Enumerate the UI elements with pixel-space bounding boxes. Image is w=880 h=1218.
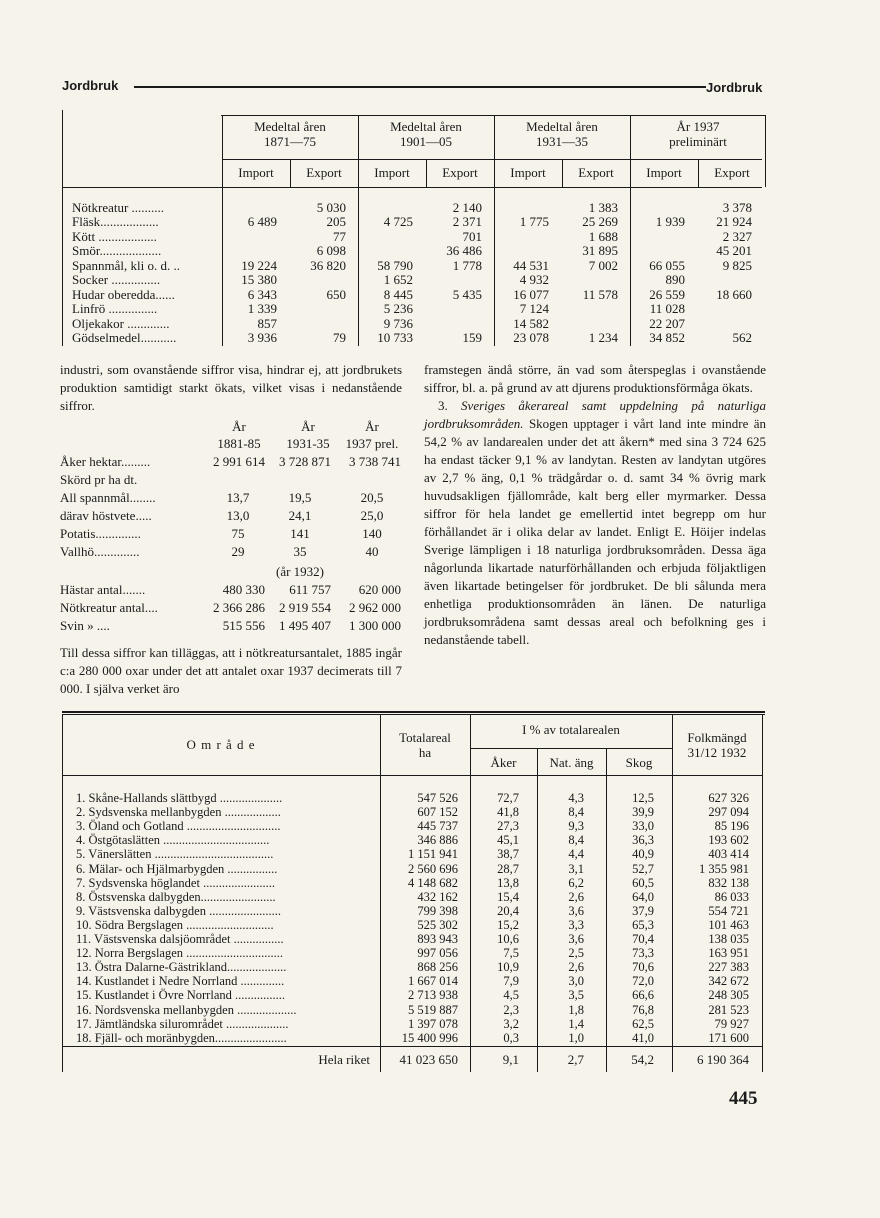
prod-cell: 24,1 [288,508,312,523]
area-cell: 997 056 [417,946,458,961]
prod-cell: 611 757 [289,582,331,597]
area-cell: 893 943 [417,932,458,946]
trade-cell: 205 [326,214,346,230]
area-cell: 2,3 [503,1002,519,1017]
area-cell: 45,1 [497,833,519,848]
prod-cell: 20,5 [360,490,384,505]
area-cell: 12,5 [632,791,654,805]
area-cell: 10,9 [497,960,519,975]
area-cell: 33,0 [632,819,654,834]
area-cell: 342 672 [708,974,749,989]
trade-cell: 36 486 [446,243,482,259]
trade-cell: 2 371 [452,214,482,230]
trade-sub-header: Export [306,165,342,180]
area-cell: 15 400 996 [401,1030,458,1045]
area-cell: 3,1 [568,861,584,876]
area-cell: 20,4 [497,903,519,918]
area-head-folk: Folkmängd 31/12 1932 [687,730,747,760]
area-cell: 607 152 [417,805,458,820]
area-cell: 3,2 [503,1016,519,1031]
area-row-name: 3. Öland och Gotland .............................. [76,819,281,834]
trade-cell: 18 660 [716,286,752,302]
area-cell: 73,3 [632,946,654,961]
trade-cell: 7 002 [588,257,618,273]
area-cell: 554 721 [708,903,749,918]
area-top-rule [62,711,765,713]
prod-row-label: Åker hektar......... [60,454,151,469]
area-left-rule [62,714,63,1072]
area-cell: 76,8 [632,1002,654,1017]
area-cell: 297 094 [708,805,749,820]
trade-cell: 7 124 [519,301,549,317]
area-row-name: 10. Södra Bergslagen ............................ [76,917,274,932]
trade-cell: 5 030 [316,200,346,215]
area-cell: 85 196 [714,819,749,834]
prod-header-ar: År [232,419,246,434]
trade-cell: 11 028 [649,301,685,317]
area-row-name: 17. Jämtländska silurområdet .................... [76,1016,289,1031]
table-hline [471,748,672,749]
area-total-name: Hela riket [318,1052,370,1067]
area-cell: 0,3 [503,1030,519,1045]
area-row-name: 11. Västsvenska dalsjöområdet ................ [76,932,284,946]
prod-cell: 75 [231,526,245,541]
trade-cell: 21 924 [716,214,752,230]
area-cell: 9,3 [568,819,584,834]
area-row-name: 15. Kustlandet i Övre Norrland ................ [76,988,285,1003]
area-cell: 72,0 [632,974,654,989]
trade-cell: 9 825 [722,257,752,273]
prod-row-label: Nötkreatur antal.... [60,600,158,615]
prod-row-label: Skörd pr ha dt. [60,472,138,487]
area-cell: 41,0 [632,1030,654,1045]
right-p2-title: Sveriges åkerareal samt uppdelning på naturliga jordbruksområden. [424,398,767,431]
trade-row-label: Kött .................. [72,229,157,244]
trade-cell: 5 236 [383,301,413,317]
trade-cell: 1 939 [655,214,685,230]
trade-period-header: Medeltal åren 1931—35 [526,119,598,149]
area-cell: 403 414 [708,847,749,862]
trade-cell: 4 725 [383,214,413,230]
trade-row-label: Smör................... [72,244,162,259]
area-cell: 52,7 [632,861,654,876]
trade-period-header: År 1937 preliminärt [669,119,727,149]
trade-sub-header: Export [714,165,750,180]
trade-cell: 66 055 [649,257,685,273]
page-number: 445 [729,1088,758,1109]
prod-cell: 515 556 [222,618,265,633]
area-cell: 346 886 [417,833,458,848]
trade-cell: 1 688 [588,228,618,244]
area-cell: 3,6 [568,932,584,946]
prod-cell: 141 [290,526,310,541]
area-cell: 41,8 [497,805,519,820]
trade-cell: 79 [333,330,346,346]
area-cell: 10,6 [497,932,519,946]
area-head-pct: I % av totalarealen [522,722,620,737]
area-cell: 8,4 [568,833,584,848]
area-cell: 8,4 [568,805,584,820]
prod-cell: 3 728 871 [279,454,331,469]
area-cell: 138 035 [708,932,749,946]
prod-row-label: All spannmål........ [60,490,156,505]
area-cell: 227 383 [708,960,749,975]
trade-cell: 9 736 [383,315,413,331]
area-cell: 66,6 [632,988,654,1003]
prod-cell: 1 300 000 [349,618,401,633]
trade-sub-header: Import [238,165,274,180]
prod-cell: 40 [365,544,379,559]
area-cell: 2,5 [568,946,584,961]
trade-sub-header: Import [646,165,682,180]
prod-row-label: Vallhö.............. [60,544,140,559]
area-row-name: 2. Sydsvenska mellanbygden .................. [76,805,281,820]
prod-cell: 3 738 741 [349,454,401,469]
trade-sub-header: Export [442,165,478,180]
trade-cell: 6 343 [247,286,277,302]
area-cell: 13,8 [497,875,519,890]
area-cell: 3,5 [568,988,584,1003]
trade-row-label: Gödselmedel........... [72,331,177,346]
area-cell: 70,6 [632,960,654,975]
area-cell: 28,7 [497,861,519,876]
prod-header-ar: År [301,419,315,434]
area-total-cell: 41 023 650 [399,1052,458,1067]
area-cell: 79 927 [714,1016,749,1031]
area-total-cell: 6 190 364 [697,1052,749,1067]
area-cell: 1,0 [568,1030,584,1045]
area-cell: 1 397 078 [408,1016,458,1031]
area-cell: 65,3 [632,917,654,932]
trade-cell: 3 378 [722,200,752,215]
trade-cell: 2 327 [722,228,752,244]
prod-cell: 2 919 554 [279,600,331,615]
right-p2-num: 3. [438,398,448,413]
prod-cell: 2 366 286 [213,600,265,615]
trade-cell: 6 098 [316,243,346,259]
trade-row-label: Socker ............... [72,273,161,288]
trade-cell: 1 652 [383,272,413,288]
prod-cell: 25,0 [360,508,384,523]
area-cell: 27,3 [497,819,519,834]
prod-header-year: 1937 prel. [345,436,399,451]
area-cell: 39,9 [632,805,654,820]
area-cell: 38,7 [497,847,519,862]
area-cell: 4 148 682 [408,875,458,890]
prod-cell: 29 [231,544,245,559]
trade-row-label: Linfrö ............... [72,302,158,317]
area-cell: 4,4 [568,847,584,862]
prod-cell: 1 495 407 [279,618,331,633]
trade-cell: 3 936 [247,330,277,346]
right-p2-body: Skogen upptager i vårt land inte mindre än 54,2 % av landarealen under det att åkern* med sina 3 724 625 ha endast täcker 9,1 % av landytan. Resten av landytan utgöres av 2,7 % äng, 0,1 % trädgårdar o. d. samt 34 % övrig mark huvudsakligen fjällområde, kalt berg eller myrmarker. Dessa siffror för hela landet ge emellertid intet begrepp om hur förhållandet är i olika delar av landet. Enligt E. Höijer indelas Sverige lämpligen i 18 naturliga jordbruksområden. Dessa äga någorlunda likartade naturförhållanden och erbjuda följaktligen även likartade betingelser för jordbruket. De bli sålunda mera enhetliga produktionsområden än länen. De naturliga jordbruksområdena samt dessas areal och befolkning ges i nedanstående tabell. [424,416,767,647]
trade-cell: 6 489 [247,214,277,230]
prod-cell: 13,0 [226,508,250,523]
trade-cell: 58 790 [377,257,413,273]
area-cell: 1,4 [568,1016,584,1031]
trade-cell: 1 234 [588,330,618,346]
area-cell: 15,4 [497,889,519,904]
area-head-sub: Nat. äng [549,755,594,770]
header-left: Jordbruk [62,78,119,93]
trade-row-label: Oljekakor ............. [72,316,170,331]
area-cell: 7,5 [503,946,519,961]
area-cell: 2 560 696 [408,861,458,876]
prod-cell: 35 [293,544,307,559]
trade-period-header: Medeltal åren 1871—75 [254,119,326,149]
trade-cell: 36 820 [310,257,346,273]
prod-header-ar: År [365,419,379,434]
prod-cell: 2 962 000 [349,600,401,615]
trade-cell: 25 269 [582,214,618,230]
trade-cell: 159 [462,330,482,346]
area-cell: 1,8 [568,1002,584,1017]
prod-cell: 480 330 [222,582,265,597]
trade-cell: 4 932 [519,272,549,288]
prod-row-label: därav höstvete..... [60,508,152,523]
header-right: Jordbruk [706,80,763,95]
area-head-total: Totalareal ha [399,730,451,760]
area-row-name: 8. Östsvenska dalbygden........................ [76,889,276,904]
trade-cell: 34 852 [649,330,685,346]
area-cell: 3,3 [568,917,584,932]
area-cell: 62,5 [632,1016,654,1031]
trade-cell: 890 [665,272,685,288]
trade-cell: 857 [257,315,277,331]
prod-cell: (år 1932) [275,564,324,579]
area-cell: 37,9 [632,903,654,918]
area-cell: 4,3 [568,791,584,805]
prod-cell: 13,7 [226,490,250,505]
trade-row-label: Nötkreatur .......... [72,201,165,215]
area-total-cell: 9,1 [502,1052,519,1067]
area-cell: 64,0 [632,889,654,904]
trade-cell: 2 140 [452,200,482,215]
trade-cell: 8 445 [383,286,413,302]
area-row-name: 12. Norra Bergslagen ............................... [76,946,284,961]
trade-sub-header: Export [578,165,614,180]
area-cell: 101 463 [708,917,749,932]
trade-cell: 15 380 [241,272,277,288]
prod-row-label: Potatis.............. [60,526,141,541]
trade-cell: 650 [326,286,346,302]
trade-row-label: Hudar oberedda...... [72,287,175,302]
trade-cell: 16 077 [513,286,549,302]
area-total-rule [62,1046,762,1047]
area-cell: 1 667 014 [408,974,458,989]
table-vline [762,714,763,1072]
area-row-name: 13. Östra Dalarne-Gästrikland................... [76,960,287,975]
area-cell: 40,9 [632,847,654,862]
area-cell: 70,4 [632,932,654,946]
trade-cell: 31 895 [582,243,618,259]
area-cell: 72,7 [497,791,519,805]
trade-cell: 44 531 [513,257,549,273]
area-cell: 6,2 [568,875,584,890]
trade-cell: 5 435 [452,286,482,302]
prod-cell: 19,5 [288,490,312,505]
area-head-rule [62,775,762,776]
area-row-name: 4. Östgötaslätten .................................. [76,833,270,848]
area-cell: 1 151 941 [408,847,458,862]
area-cell: 15,2 [497,917,519,932]
area-cell: 171 600 [708,1030,749,1045]
area-cell: 4,5 [503,988,519,1003]
trade-cell: 22 207 [649,315,685,331]
area-cell: 525 302 [417,917,458,932]
left-intro-text: industri, som ovanstående siffror visa, hindrar ej, att jordbrukets produktion samtidigt starkt ökats, vilket visas i nedanstående siffror. [60,362,402,413]
area-cell: 1 355 981 [699,861,749,876]
area-head-sub: Skog [625,755,653,770]
trade-sub-header: Import [510,165,546,180]
trade-cell: 19 224 [241,257,277,273]
area-cell: 3,0 [568,974,584,989]
trade-period-header: Medeltal åren 1901—05 [390,119,462,149]
area-cell: 2,6 [568,889,584,904]
area-cell: 193 602 [708,833,749,848]
trade-cell: 11 578 [582,286,618,302]
right-p1: framstegen ändå större, än vad som återspeglas i ovanstående siffror, bl. a. på grund av att djurens produktionsförmåga ökats. [424,362,766,395]
area-row-name: 1. Skåne-Hallands slättbygd .................... [76,791,283,805]
area-cell: 627 326 [708,791,749,805]
trade-cell: 77 [333,228,346,244]
area-cell: 60,5 [632,875,654,890]
trade-cell: 26 559 [649,286,685,302]
area-cell: 281 523 [708,1002,749,1017]
area-cell: 868 256 [417,960,458,975]
area-row-name: 5. Vänerslätten ...................................... [76,847,274,862]
prod-cell: 140 [362,526,382,541]
area-total-cell: 54,2 [631,1052,654,1067]
prod-cell: 620 000 [358,582,401,597]
area-row-name: 6. Mälar- och Hjälmarbygden ................ [76,861,278,876]
area-cell: 163 951 [708,946,749,961]
area-total-cell: 2,7 [567,1052,584,1067]
area-cell: 3,6 [568,903,584,918]
area-row-name: 9. Västsvenska dalbygden ....................... [76,903,281,918]
area-cell: 7,9 [503,974,519,989]
area-row-name: 7. Sydsvenska höglandet ....................... [76,875,275,890]
trade-cell: 14 582 [513,315,549,331]
area-cell: 36,3 [632,833,654,848]
trade-cell: 1 339 [247,301,277,317]
prod-cell: 2 991 614 [213,454,265,469]
area-cell: 248 305 [708,988,749,1003]
area-cell: 799 398 [417,903,458,918]
prod-row-label: Hästar antal....... [60,582,146,597]
area-cell: 2 713 938 [408,988,458,1003]
area-cell: 86 033 [714,889,749,904]
area-head-sub: Åker [490,755,517,770]
trade-cell: 1 778 [452,257,482,273]
trade-cell: 1 775 [519,214,549,230]
prod-header-year: 1931-35 [286,436,330,451]
trade-row-label: Fläsk.................. [72,215,159,230]
trade-cell: 23 078 [513,330,549,346]
prod-row-label: Svin » .... [60,618,110,633]
area-row-name: 16. Nordsvenska mellanbygden ................... [76,1002,297,1017]
area-cell: 2,6 [568,960,584,975]
area-cell: 432 162 [417,889,458,904]
area-row-name: 18. Fjäll- och moränbygden....................... [76,1030,287,1045]
trade-cell: 45 201 [716,243,752,259]
trade-cell: 1 383 [588,200,618,215]
area-cell: 445 737 [417,819,458,834]
trade-cell: 10 733 [377,330,413,346]
area-top-rule-2 [62,714,765,715]
trade-cell: 562 [732,330,752,346]
trade-row-label: Spannmål, kli o. d. .. [72,258,180,273]
area-cell: 832 138 [708,875,749,890]
left-outro-text: Till dessa siffror kan tilläggas, att i nötkreatursantalet, 1885 ingår c:a 280 000 oxar under det att antalet oxar 1937 decimerats till 7 000. I själva verket äro [60,645,402,696]
area-head-omrade: O m r å d e [186,737,256,752]
trade-sub-header: Import [374,165,410,180]
area-cell: 547 526 [417,791,458,805]
area-row-name: 14. Kustlandet i Nedre Norrland .............. [76,974,285,989]
trade-cell: 701 [462,228,482,244]
prod-header-year: 1881-85 [217,436,261,451]
area-cell: 5 519 887 [408,1002,458,1017]
